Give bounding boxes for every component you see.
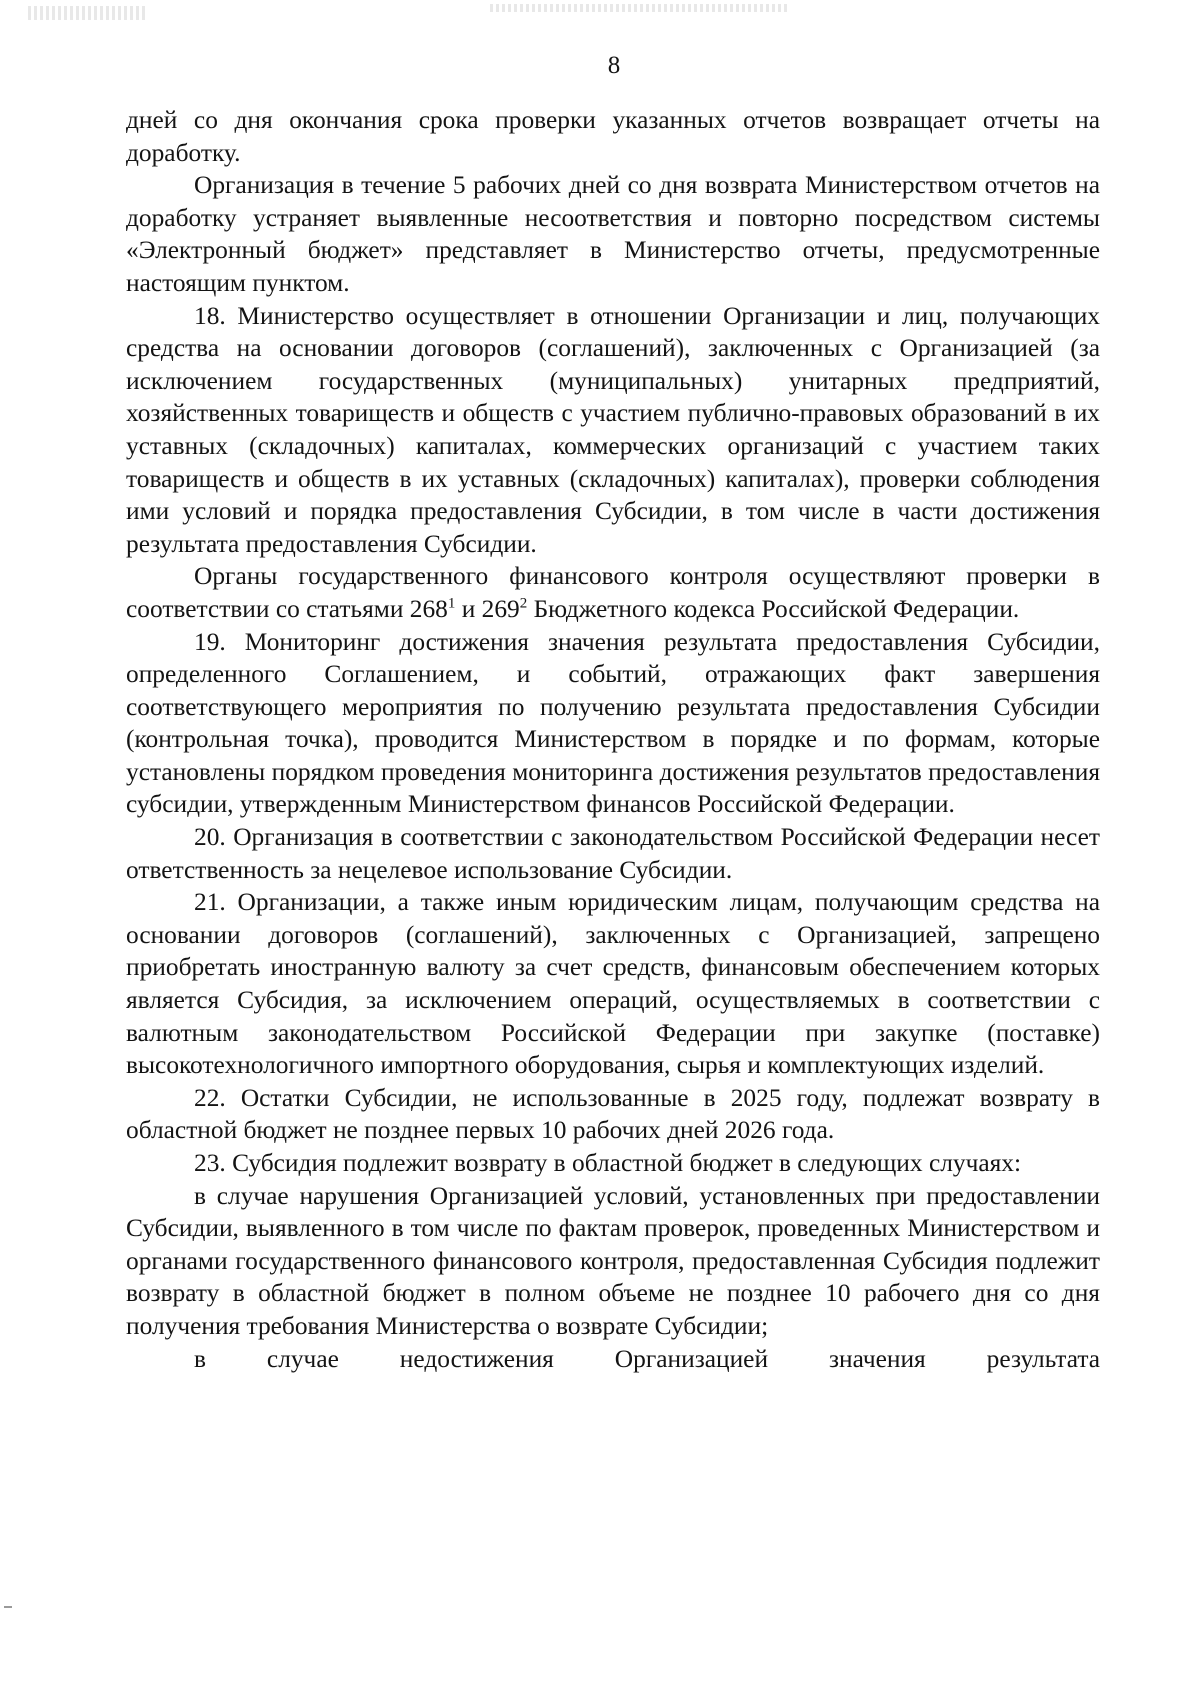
text-segment: Бюджетного кодекса Российской Федерации. — [527, 594, 1020, 623]
scan-artifact — [4, 1606, 12, 1608]
paragraph-continuation: дней со дня окончания срока проверки указанных отчетов возвращает отчеты на доработку. — [126, 106, 1100, 167]
paragraph-report-revision: Организация в течение 5 рабочих дней со дня возврата Министерством отчетов на доработку устраняет выявленные несоответствия и повторно посредством системы «Электронный бюджет» представляет в Министерство отчеты, предусмотренные настоящим пунктом. — [126, 171, 1100, 297]
page-number: 8 — [607, 52, 621, 79]
paragraph-item-22: 22. Остатки Субсидии, не использованные в 2025 году, подлежат возврату в областной бюджет не позднее первых 10 рабочих дней 2026 года. — [126, 1083, 1100, 1145]
paragraph-item-23: 23. Субсидия подлежит возврату в областной бюджет в следующих случаях: — [194, 1149, 1022, 1177]
text-segment: Органы государственного финансового контроля осуществляют проверки в соответствии со статьями 268 — [126, 562, 1100, 623]
paragraph-item-21: 21. Организации, а также иным юридическим лицам, получающим средства на основании договоров (соглашений), заключенных с Организацией, запрещено приобретать иностранную валюту за счет средств, финансовым обеспечением которых является Субсидия, за исключением операций, осуществляемых в соответствии с валютным законодательством Российской Федерации при закупке (поставке) высокотехнологичного импортного оборудования, сырья и комплектующих изделий. — [126, 888, 1100, 1080]
superscript-1: 1 — [447, 595, 456, 612]
paragraph-item-19: 19. Мониторинг достижения значения результата предоставления Субсидии, определенного Соглашением, и событий, отражающих факт завершения соответствующего мероприятия по получению результата предоставления Субсидии (контрольная точка), проводится Министерством в порядке и по формам, которые установлены порядком проведения мониторинга достижения результатов предоставления субсидии, утвержденным Министерством финансов Российской Федерации. — [126, 627, 1100, 819]
document-body — [126, 104, 1100, 1375]
scan-artifact — [490, 4, 790, 12]
paragraph-financial-control — [126, 560, 1100, 625]
paragraph-item-20: 20. Организация в соответствии с законодательством Российской Федерации несет ответственность за нецелевое использование Субсидии. — [126, 823, 1100, 884]
scan-artifact — [28, 6, 148, 20]
paragraph-non-achievement-case: в случае недостижения Организацией значения результата — [194, 1344, 1100, 1373]
text-segment: и 269 — [455, 594, 520, 623]
superscript-2: 2 — [519, 595, 528, 612]
paragraph-item-18: 18. Министерство осуществляет в отношении Организации и лиц, получающих средства на основании договоров (соглашений), заключенных с Организацией (за исключением государственных (муниципальных) унитарных предприятий, хозяйственных товариществ и обществ с участием публично-правовых образований в их уставных (складочных) капиталах, коммерческих организаций с участием таких товариществ и обществ в их уставных (складочных) капиталах), проверки соблюдения ими условий и порядка предоставления Субсидии, в том числе в части достижения результата предоставления Субсидии. — [126, 301, 1100, 558]
paragraph-violation-case: в случае нарушения Организацией условий, установленных при предоставлении Субсидии, выявленного в том числе по фактам проверок, проведенных Министерством и органами государственного финансового контроля, предоставленная Субсидия подлежит возврату в областной бюджет в полном объеме не позднее 10 рабочего дня со дня получения требования Министерства о возврате Субсидии; — [126, 1181, 1100, 1340]
